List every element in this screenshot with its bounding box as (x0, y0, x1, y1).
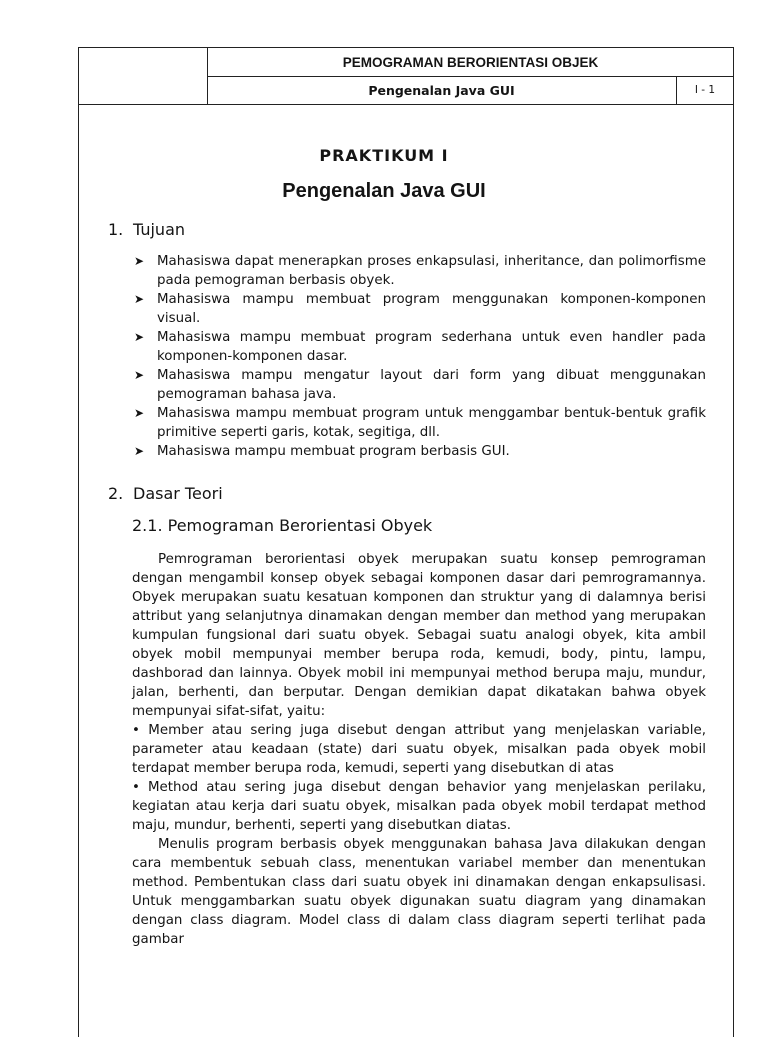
arrow-bullet-icon: ➤ (134, 254, 145, 268)
header-page-number: I - 1 (694, 84, 716, 96)
main-title: Pengenalan Java GUI (282, 180, 486, 202)
paragraph: Menulis program berbasis obyek menggunakan bahasa Java dilakukan dengan cara membentuk sebuah class, menentukan variabel member dan menentukan method. Pembentukan class dari suatu obyek ini dinamakan dengan enkapsulisasi. Untuk menggambarkan suatu obyek digunakan suatu diagram yang dinamakan dengan class diagram. Model class di dalam class diagram seperti terlihat pada gambar (132, 837, 706, 947)
list-item: ➤ Mahasiswa mampu membuat program sederhana untuk even handler pada komponen-komponen dasar. (134, 330, 706, 364)
section-number: 2. (108, 484, 124, 503)
header-course-title: PEMOGRAMAN BERORIENTASI OBJEK (207, 48, 734, 77)
arrow-bullet-icon: ➤ (134, 444, 145, 458)
paragraph-bullet: • Member atau sering juga disebut dengan attribut yang menjelaskan variable, parameter atau keadaan (state) dari suatu obyek, misalkan pada obyek mobil terdapat member berupa roda, kemudi, seperti yang disebutkan di atas (132, 723, 706, 776)
paragraph-bullet: • Method atau sering juga disebut dengan behavior yang menjelaskan perilaku, kegiatan atau kerja dari suatu obyek, misalkan pada obyek mobil terdapat method maju, mundur, berhenti, seperti yang disebutkan diatas. (132, 780, 706, 833)
arrow-bullet-icon: ➤ (134, 292, 145, 306)
list-item: ➤ Mahasiswa mampu mengatur layout dari form yang dibuat menggunakan pemograman bahasa java. (134, 368, 706, 402)
praktikum-title: PRAKTIKUM I (319, 146, 449, 165)
objectives-list (132, 252, 706, 461)
arrow-bullet-icon: ➤ (134, 368, 145, 382)
section-number: 1. (108, 220, 124, 239)
arrow-bullet-icon: ➤ (134, 406, 145, 420)
header-topic: Pengenalan Java GUI (207, 76, 677, 104)
list-item: ➤ Mahasiswa mampu membuat program untuk menggambar bentuk-bentuk grafik primitive seperti garis, kotak, segitiga, dll. (134, 406, 706, 440)
list-item: ➤ Mahasiswa dapat menerapkan proses enkapsulasi, inheritance, dan polimorfisme pada pemograman berbasis obyek. (134, 254, 706, 288)
list-item: ➤ Mahasiswa mampu membuat program berbasis GUI. (134, 444, 510, 459)
list-item: ➤ Mahasiswa mampu membuat program menggunakan komponen-komponen visual. (134, 292, 706, 326)
body-text (132, 550, 706, 949)
section-title: Dasar Teori (133, 484, 223, 503)
section-heading-dasar-teori (108, 484, 223, 503)
document-header (79, 48, 733, 105)
subsection-heading: 2.1. Pemograman Berorientasi Obyek (132, 516, 433, 535)
arrow-bullet-icon: ➤ (134, 330, 145, 344)
paragraph: Pemrograman berorientasi obyek merupakan suatu konsep pemrograman dengan mengambil konsep obyek sebagai komponen dasar dari pemrogramannya. Obyek merupakan suatu kesatuan komponen dan struktur yang di dalamnya berisi attribut yang selanjutnya dinamakan dengan member dan method yang merupakan kumpulan fungsional dari suatu obyek. Sebagai suatu analogi obyek, kita ambil obyek mobil mempunyai member berupa roda, kemudi, body, pintu, lampu, dashborad dan lainnya. Obyek mobil ini mempunyai method berupa maju, mundur, jalan, berhenti, dan berputar. Dengan demikian dapat dikatakan bahwa obyek mempunyai sifat-sifat, yaitu: (132, 552, 706, 719)
header-logo-cell (79, 48, 208, 104)
section-heading-tujuan (108, 220, 185, 239)
section-title: Tujuan (133, 220, 186, 239)
